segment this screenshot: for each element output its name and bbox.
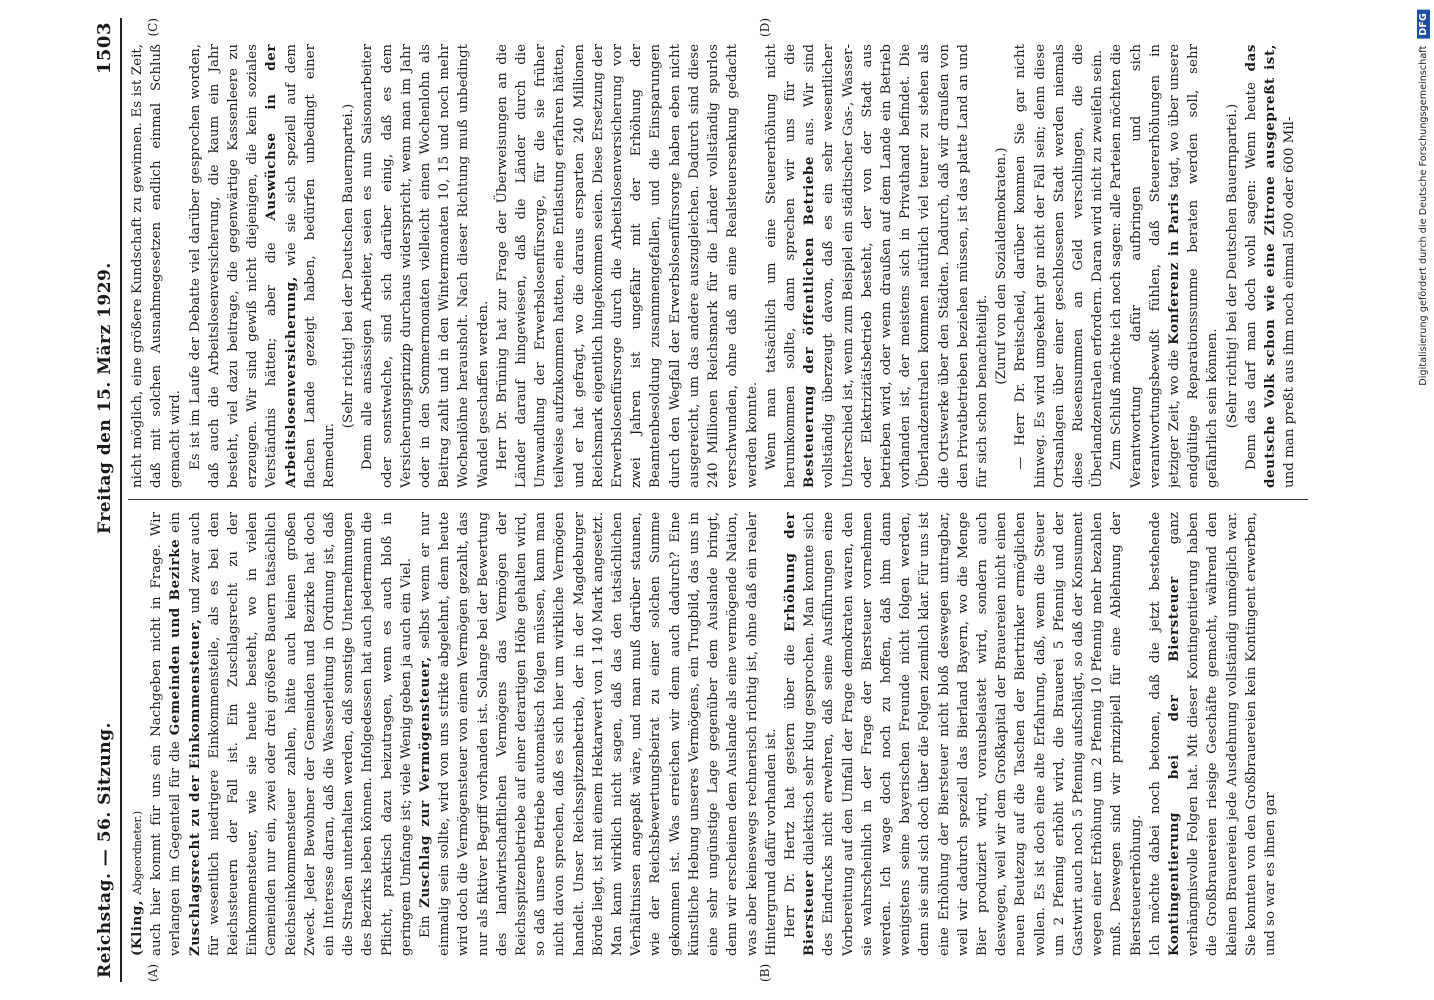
bold-emphasis: Auswüchse in der Arbeitslosenversicherung,: [263, 44, 299, 488]
paragraph: [1107, 44, 1222, 488]
right-column: [128, 44, 1308, 488]
text-run: auch hier kommt für uns ein Nachgeben nicht in Frage. Wir verlangen im Gegenteil für die: [149, 512, 184, 956]
text-run: aus. Wir sind vollständig überzeugt davon, daß es ein sehr wesentlicher Unterschied ist, wenn zum Beispiel ein städtischer Gas-, Wasser- oder Elektrizitätsbetrieb besteht, der von der Stadt aus betrieben wird, oder wenn draußen auf dem Lande ein Betrieb vorhanden ist, der meistens sich in Privathand befindet. Die Überlandzentralen kommen natürlich viel teurer zu stehen als die Ortswerke über den Städten. Dadurch, daß wir draußen von den Privatbetrieben beziehen müssen, ist das platte Land an und für sich schon benachteiligt.: [802, 44, 990, 488]
margin-marker-a: (A): [146, 963, 160, 982]
text-run: Denn das darf man doch wohl sagen: Wenn heute: [1243, 71, 1259, 470]
paragraph: [1223, 44, 1242, 488]
bold-emphasis: das deutsche Volk schon wie eine Zitrone ausgepreßt ist,: [1242, 44, 1278, 488]
bold-emphasis: Gemeinden und Bezirke: [167, 538, 184, 736]
text-run: selbst wenn er nur einmalig sein sollte, wird von uns strikte abgelehnt, denn heute wird doch die Vermögensteuer von einem Vermögen gezahlt, das nur als fiktiver Begriff vorhanden ist. Solange bei der Bewertung des landwirtschaftlichen Vermögens das Vermögen der Reichsspitzenbetriebe auf einer derartigen Höhe gehalten wird, so daß unsere Betriebe automatisch folgen müssen, kann man nicht davon sprechen, daß es sich hier um wirkliche Vermögen handelt. Unser Reichsspitzenbetrieb, der in der Magdeburger Börde liegt, ist mit einem Hektarwert von 1 140 Mark angesetzt. Man kann wirklich nicht sagen, daß das den tatsächlichen Verhältnissen angepaßt wäre, und man muß darüber staunen, wie der Reichsbewertungsbeirat zu einer solchen Summe gekommen ist. Was erreichen wir denn auch dadurch? Eine künstliche Hebung unseres Vermögens, ein Trugbild, das uns in eine sehr ungünstige Lage gegenüber dem Auslande bringt, denn wir erscheinen dem Auslande als eine vermögende Nation, was aber keineswegs rechnerisch richtig ist, ohne daß ein realer Hintergrund dafür vorhanden ist.: [418, 512, 779, 956]
text-run: Ich möchte dabei noch betonen, daß die jetzt bestehende: [1147, 512, 1163, 956]
paragraph: [358, 44, 492, 488]
text-columns: [128, 18, 1308, 982]
text-run: ein: [168, 512, 184, 539]
bold-emphasis: Kontingentierung bei der Biersteuer: [1165, 576, 1182, 956]
paragraph: [128, 512, 147, 956]
margin-marker-d: (D): [758, 18, 772, 37]
text-run: (Sehr richtig! bei der Deutschen Bauernpartei.): [1224, 103, 1240, 429]
paragraph: [186, 44, 340, 488]
bold-emphasis: Zuschlag zur Vermögensteuer,: [417, 656, 434, 908]
paragraph: [1146, 512, 1280, 956]
text-run: Ein: [418, 907, 434, 938]
scanned-page-area: [70, 0, 1330, 1000]
paragraph: [781, 512, 1146, 956]
header-left: Reichstag. — 56. Sitzung.: [95, 722, 115, 978]
text-run: (Sehr richtig! bei der Deutschen Bauernpartei.): [341, 103, 357, 429]
text-run: nicht möglich, eine größere Kundschaft zu gewinnen. Es ist Zeit, daß mit solchen Ausnahmegesetzen endlich einmal Schluß gemacht wird.: [130, 44, 184, 488]
left-column: [128, 512, 1308, 956]
text-run: Herr Dr. Brüning hat zur Frage der Überweisungen an die Länder darauf hingewiesen, daß die Länder durch die Umwandlung der Erwerbslosenfürsorge, für die sie früher teilweise aufzukommen hatten, eine Entlastung erfahren hätten, und er hat gefragt, wo die daraus ersparten 240 Millionen Reichsmark eigentlich hingekommen seien. Diese Ersetzung der Erwerbslosenfürsorge durch die Arbeitslosenversicherung vor zwei Jahren ist ungefähr mit der Erhöhung der Beamtenbesoldung zusammengefallen, und die Einsparungen durch den Wegfall der Erwerbslosenfürsorge haben eben nicht ausgereicht, um das andere auszugleichen. Dadurch sind diese 240 Millionen Reichsmark für die Länder vollständig spurlos verschwunden, ohne daß an eine Realsteuersenkung gedacht werden konnte.: [494, 44, 760, 488]
paragraph: [128, 44, 186, 488]
paragraph: [1242, 44, 1300, 488]
bold-emphasis: Erhöhung der Biersteuer: [781, 512, 818, 956]
page-header: [90, 18, 122, 982]
text-run: Zum Schluß möchte ich noch sagen: alle Parteien möchten die Verantwortung dafür aufbringen und sich verantwortungsbewußt fühlen, daß Steuererhöhungen in jetziger Zeit, wo die: [1109, 44, 1182, 488]
text-run: (Zuruf von den Sozialdemokraten.): [994, 147, 1010, 385]
page-number: 1503: [94, 22, 115, 75]
dfg-logo: DFG: [1417, 10, 1430, 38]
paragraph: [992, 44, 1011, 488]
bold-emphasis: (Kling,: [129, 894, 145, 956]
text-run: Denn alle ansässigen Arbeiter, seien es nun Saisonarbeiter oder sonstwelche, sind sich darüber einig, daß es dem Versicherungsprinzip durchaus widerspricht, wenn man im Jahr oder in den Sommermonaten vielleicht einen Wochenlohn als Beitrag zahlt und in den Wintermonaten 10, 15 und noch mehr Wochenlöhne herausholt. Nach dieser Richtung muß unbedingt Wandel geschaffen werden.: [360, 44, 491, 488]
paragraph: [147, 512, 416, 956]
text-run: und man preßt aus ihm noch einmal 500 oder 600 Mil-: [1282, 116, 1298, 488]
text-run: und zwar auch für wesentlich niedrigere Einkommensteile, als es bei den Reichssteuern der Fall ist. Ein Zuschlagsrecht zu der Einkommensteuer, wie sie heute besteht, wo in vielen Gemeinden nur ein, zwei oder drei größere Bauern tatsächlich Reichseinkommensteuer zahlen, hätte auch keinen großen Zweck. Jeder Bewohner der Gemeinden und Bezirke hat doch ein Interesse daran, daß die Wasserleitung in Ordnung ist, daß die Straßen unterhalten werden, daß sonstige Unternehmungen des Bezirks leben können. Infolgedessen hat auch jedermann die Pflicht, praktisch dazu beizutragen, wenn es auch bloß in geringem Umfange ist; viele Wenig geben ja auch ein Viel.: [187, 512, 414, 956]
text-run: Es ist im Laufe der Debatte viel darüber gesprochen worden, daß auch die Arbeitslosenversicherung, die kaum ein Jahr besteht, viel dazu beitrage, die gegenwärtige Kassenleere zu erzeugen. Wir sind gewiß nicht diejenigen, die kein soziales Verständnis hätten; aber die: [187, 44, 280, 488]
text-run: Abgeordneter.): [131, 810, 144, 895]
text-run: tagt, wo über unsere endgültige Reparationssumme beraten werden soll, sehr gefährlich sein können.: [1166, 44, 1221, 488]
text-run: wie sie sich speziell auf dem flachen Lande gezeigt haben, bedürfen unbedingt einer Remedur.: [283, 44, 338, 488]
dfg-watermark: [1417, 10, 1430, 386]
margin-marker-b: (B): [758, 963, 772, 982]
bold-emphasis: Zuschlagsrecht zu der Einkommensteuer,: [186, 618, 203, 956]
paragraph: [762, 44, 992, 488]
document-page: [80, 0, 1320, 1000]
bold-emphasis: Besteuerung der öffentlichen Betriebe: [801, 155, 818, 488]
text-run: Herr Dr. Hertz hat gestern über die: [782, 631, 798, 938]
text-run: — Herr Dr. Breitscheid, darüber kommen Sie gar nicht hinweg. Es wird umgekehrt gar nicht der Fall sein; denn diese Ortsanlagen über einer geschlossenen Stadt werden niemals diese Riesensummen an Geld verschlingen, die die Überlandzentralen erfordern. Daran wird nicht zu zweifeln sein.: [1013, 44, 1106, 488]
watermark-text: Digitalisierung gefördert durch die Deutsche Forschungsgemeinschaft: [1418, 45, 1429, 386]
text-run: dialektisch sehr klug gesprochen. Man konnte sich des Eindrucks nicht erwehren, daß seine Ausführungen eine Vorbereitung auf den Umfall der Frage demokraten waren, den sie wahrscheinlich in der Frage der Biersteuer vornehmen werden. Ich wage doch noch zu hoffen, daß ihm dann wenigstens seine bayerischen Freunde nicht folgen werden, denn sie sind sich doch über die Folgen ziemlich klar. Für uns ist eine Erhöhung der Biersteuer nicht bloß deswegen untragbar, weil wir dadurch speziell das Bierland Bayern, wo die Menge Bier produziert wird, vorausbelastet wird, sondern auch deswegen, weil wir dem Großkapital der Brauereien nicht einen neuen Beutezug auf die Taschen der Biertrinker ermöglichen wollen. Es ist doch eine alte Erfahrung, daß, wenn die Steuer um 2 Pfennig erhöht wird, die Brauerei 5 Pfennig und der Gastwirt auch noch 5 Pfennig aufschlägt, so daß der Konsument wegen einer Erhöhung um 2 Pfennig 10 Pfennig mehr bezahlen muß. Deswegen sind wir prinzipiell für eine Ablehnung der Biersteuererhöhung.: [802, 512, 1144, 956]
bold-emphasis: Konferenz in Paris: [1165, 193, 1182, 345]
paragraph: [339, 44, 358, 488]
text-run: Wenn man tatsächlich um eine Steuererhöhung nicht herumkommen sollte, dann sprechen wir uns für die: [763, 44, 798, 488]
text-run: ganz verhängnisvolle Folgen hat. Mit dieser Kontingentierung haben die Großbrauereien riesige Geschäfte gemacht, während den kleinen Brauereien jede Ausdehnung vollständig unmöglich war. Sie konnten von den Großbrauereien kein Kontingent erwerben, und so war es ihnen gar: [1166, 512, 1278, 956]
header-date: Freitag den 15. März 1929.: [95, 262, 115, 534]
paragraph: [416, 512, 781, 956]
paragraph: [1011, 44, 1107, 488]
margin-marker-c: (C): [146, 18, 160, 37]
paragraph: [493, 44, 762, 488]
